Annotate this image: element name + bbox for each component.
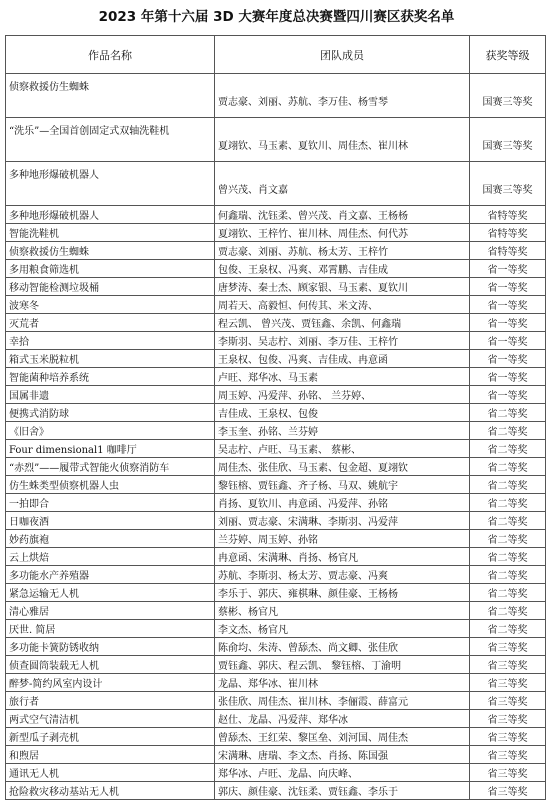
work-name-cell: 抢险救灾移动基站无人机	[6, 782, 215, 800]
team-members-cell: 肖扬、夏钦川、冉意函、冯爱萍、孙铭	[215, 494, 470, 512]
team-members-cell: 冉意函、宋满琳、肖扬、杨官凡	[215, 548, 470, 566]
table-row	[6, 206, 546, 224]
table-row	[6, 440, 546, 458]
award-level-cell: 省特等奖	[470, 206, 546, 224]
table-row	[6, 74, 546, 118]
table-row	[6, 746, 546, 764]
team-members-cell: 刘丽、贾志豪、宋满琳、李斯羽、冯爱萍	[215, 512, 470, 530]
award-level-cell: 省三等奖	[470, 710, 546, 728]
table-row	[6, 278, 546, 296]
table-row	[6, 728, 546, 746]
work-name-cell: 多种地形爆破机器人	[6, 206, 215, 224]
table-row	[6, 404, 546, 422]
table-row	[6, 118, 546, 162]
work-name-cell: 侦察救援仿生蜘蛛	[6, 74, 215, 118]
table-row	[6, 224, 546, 242]
award-level-cell: 省三等奖	[470, 782, 546, 800]
work-name-cell: 和煦居	[6, 746, 215, 764]
team-members-cell: 黎钰榕、贾钰鑫、齐子杨、马双、姚航宇	[215, 476, 470, 494]
team-members-cell: 卢旺、郑华冰、马玉素	[215, 368, 470, 386]
work-name-cell: 新型瓜子剥壳机	[6, 728, 215, 746]
work-name-cell: 一拍即合	[6, 494, 215, 512]
table-row	[6, 530, 546, 548]
award-level-cell: 省三等奖	[470, 638, 546, 656]
work-name-cell: “赤烈”——履带式智能火侦察消防车	[6, 458, 215, 476]
table-row	[6, 260, 546, 278]
team-members-cell: 程云凯、 曾兴茂、贾钰鑫、余凯、何鑫瑞	[215, 314, 470, 332]
team-members-cell: 张佳欣、周佳杰、崔川林、李俪霞、薛富元	[215, 692, 470, 710]
table-row	[6, 332, 546, 350]
work-name-cell: 仿生蛛类型侦察机器人虫	[6, 476, 215, 494]
table-row	[6, 548, 546, 566]
table-row	[6, 602, 546, 620]
team-members-cell: 郭庆、颜佳豪、沈钰柔、贾钰鑫、李乐于	[215, 782, 470, 800]
table-row	[6, 242, 546, 260]
award-level-cell: 省二等奖	[470, 422, 546, 440]
award-level-cell: 省特等奖	[470, 242, 546, 260]
award-level-cell: 省二等奖	[470, 584, 546, 602]
team-members-cell: 李斯羽、吴志柠、刘丽、李万佳、王梓竹	[215, 332, 470, 350]
award-level-cell: 省三等奖	[470, 764, 546, 782]
table-row	[6, 710, 546, 728]
team-members-cell: 夏翊钦、马玉素、夏钦川、周佳杰、崔川林	[215, 118, 470, 162]
team-members-cell: 周若天、高毅恒、何传其、米文涛、	[215, 296, 470, 314]
table-body	[6, 74, 546, 800]
team-members-cell: 兰芬婷、周玉婷、孙铭	[215, 530, 470, 548]
work-name-cell: 《旧舍》	[6, 422, 215, 440]
award-level-cell: 省二等奖	[470, 458, 546, 476]
award-level-cell: 省二等奖	[470, 404, 546, 422]
table-row	[6, 476, 546, 494]
team-members-cell: 夏翊钦、王梓竹、崔川林、周佳杰、何代苏	[215, 224, 470, 242]
table-header-row	[6, 36, 546, 74]
award-level-cell: 省一等奖	[470, 368, 546, 386]
table-row	[6, 620, 546, 638]
work-name-cell: 便携式消防球	[6, 404, 215, 422]
work-name-cell: 幸拾	[6, 332, 215, 350]
team-members-cell: 贾志豪、刘丽、苏航、李万佳、杨雪琴	[215, 74, 470, 118]
team-members-cell: 唐梦涛、秦士杰、顾家银、马玉素、夏钦川	[215, 278, 470, 296]
team-members-cell: 龙晶、郑华冰、崔川林	[215, 674, 470, 692]
table-row	[6, 162, 546, 206]
award-level-cell: 省一等奖	[470, 260, 546, 278]
award-level-cell: 省三等奖	[470, 746, 546, 764]
work-name-cell: 移动智能检测垃圾桶	[6, 278, 215, 296]
table-row	[6, 494, 546, 512]
page-title: 2023 年第十六届 3D 大赛年度总决赛暨四川赛区获奖名单	[98, 9, 455, 25]
award-level-cell: 省一等奖	[470, 332, 546, 350]
award-level-cell: 省三等奖	[470, 656, 546, 674]
award-level-cell: 省三等奖	[470, 728, 546, 746]
work-name-cell: 云上烘焙	[6, 548, 215, 566]
work-name-cell: 智能菌种培养系统	[6, 368, 215, 386]
team-members-cell: 曾舔杰、王红荣、黎匡垒、刘河国、周佳杰	[215, 728, 470, 746]
award-level-cell: 省二等奖	[470, 566, 546, 584]
award-level-cell: 国赛三等奖	[470, 162, 546, 206]
team-members-cell: 李玉奎、孙铭、兰芬婷	[215, 422, 470, 440]
team-members-cell: 曾兴茂、肖文嘉	[215, 162, 470, 206]
team-members-cell: 赵仕、龙晶、冯爱萍、郑华冰	[215, 710, 470, 728]
team-members-cell: 周佳杰、张佳欣、马玉素、包金超、夏翊钦	[215, 458, 470, 476]
award-level-cell: 省特等奖	[470, 224, 546, 242]
award-level-cell: 省三等奖	[470, 692, 546, 710]
team-members-cell: 李乐于、郭庆、雍棋琳、颜佳豪、王杨杨	[215, 584, 470, 602]
table-row	[6, 368, 546, 386]
work-name-cell: 醉梦-简约风室内设计	[6, 674, 215, 692]
team-members-cell: 周玉婷、冯爱萍、孙铭、 兰芬婷、	[215, 386, 470, 404]
work-name-cell: 国属非遗	[6, 386, 215, 404]
award-level-cell: 国赛三等奖	[470, 74, 546, 118]
award-table	[5, 35, 546, 800]
header-work-name: 作品名称	[6, 36, 215, 74]
team-members-cell: 苏航、李斯羽、杨太芳、贾志豪、冯爽	[215, 566, 470, 584]
work-name-cell: 妙药旗袍	[6, 530, 215, 548]
table-row	[6, 656, 546, 674]
award-level-cell: 省一等奖	[470, 386, 546, 404]
table-row	[6, 350, 546, 368]
team-members-cell: 吉佳成、王泉权、包俊	[215, 404, 470, 422]
team-members-cell: 李文杰、杨官凡	[215, 620, 470, 638]
team-members-cell: 贾钰鑫、郭庆、程云凯、 黎钰榕、丁渝明	[215, 656, 470, 674]
award-level-cell: 国赛三等奖	[470, 118, 546, 162]
award-level-cell: 省二等奖	[470, 476, 546, 494]
award-level-cell: 省二等奖	[470, 512, 546, 530]
work-name-cell: 两式空气清洁机	[6, 710, 215, 728]
table-row	[6, 584, 546, 602]
header-award-level: 获奖等级	[470, 36, 546, 74]
table-row	[6, 692, 546, 710]
award-level-cell: 省二等奖	[470, 548, 546, 566]
table-row	[6, 512, 546, 530]
table-row	[6, 386, 546, 404]
header-team-members: 团队成员	[215, 36, 470, 74]
work-name-cell: 波寒冬	[6, 296, 215, 314]
work-name-cell: 箱式玉米脱粒机	[6, 350, 215, 368]
team-members-cell: 陈俞均、朱涛、曾舔杰、尚文卿、张佳欣	[215, 638, 470, 656]
work-name-cell: 清心雅居	[6, 602, 215, 620]
table-row	[6, 638, 546, 656]
team-members-cell: 包俊、王泉权、冯爽、邓霄鹏、吉佳成	[215, 260, 470, 278]
award-level-cell: 省二等奖	[470, 494, 546, 512]
team-members-cell: 吴志柠、卢旺、马玉素、 蔡彬、	[215, 440, 470, 458]
team-members-cell: 蔡彬、杨官凡	[215, 602, 470, 620]
table-row	[6, 764, 546, 782]
work-name-cell: 多功能水产养殖器	[6, 566, 215, 584]
table-row	[6, 296, 546, 314]
table-row	[6, 566, 546, 584]
award-level-cell: 省一等奖	[470, 350, 546, 368]
work-name-cell: 智能洗鞋机	[6, 224, 215, 242]
award-level-cell: 省三等奖	[470, 674, 546, 692]
team-members-cell: 郑华冰、卢旺、龙晶、向庆峰、	[215, 764, 470, 782]
work-name-cell: 紧急运输无人机	[6, 584, 215, 602]
award-level-cell: 省二等奖	[470, 602, 546, 620]
award-level-cell: 省二等奖	[470, 440, 546, 458]
work-name-cell: 多功能卡簧防锈收纳	[6, 638, 215, 656]
work-name-cell: 日咖夜酒	[6, 512, 215, 530]
table-row	[6, 458, 546, 476]
award-level-cell: 省一等奖	[470, 296, 546, 314]
table-row	[6, 674, 546, 692]
work-name-cell: Four dimensional1 咖啡厅	[6, 440, 215, 458]
award-level-cell: 省一等奖	[470, 278, 546, 296]
work-name-cell: 厌世. 简居	[6, 620, 215, 638]
table-row	[6, 422, 546, 440]
table-row	[6, 314, 546, 332]
work-name-cell: “洗乐”—全国首创固定式双轴洗鞋机	[6, 118, 215, 162]
work-name-cell: 侦察救援仿生蜘蛛	[6, 242, 215, 260]
award-level-cell: 省一等奖	[470, 314, 546, 332]
award-level-cell: 省二等奖	[470, 530, 546, 548]
work-name-cell: 多种地形爆破机器人	[6, 162, 215, 206]
work-name-cell: 旅行者	[6, 692, 215, 710]
team-members-cell: 王泉权、包俊、冯爽、吉佳成、冉意函	[215, 350, 470, 368]
team-members-cell: 贾志豪、刘丽、苏航、杨太芳、王梓竹	[215, 242, 470, 260]
work-name-cell: 通讯无人机	[6, 764, 215, 782]
work-name-cell: 侦查圆筒装载无人机	[6, 656, 215, 674]
team-members-cell: 何鑫瑞、沈钰柔、曾兴茂、肖文嘉、王杨杨	[215, 206, 470, 224]
team-members-cell: 宋满琳、唐瑞、李文杰、肖扬、陈国强	[215, 746, 470, 764]
work-name-cell: 多用粮食筛选机	[6, 260, 215, 278]
work-name-cell: 灭荒者	[6, 314, 215, 332]
award-level-cell: 省二等奖	[470, 620, 546, 638]
